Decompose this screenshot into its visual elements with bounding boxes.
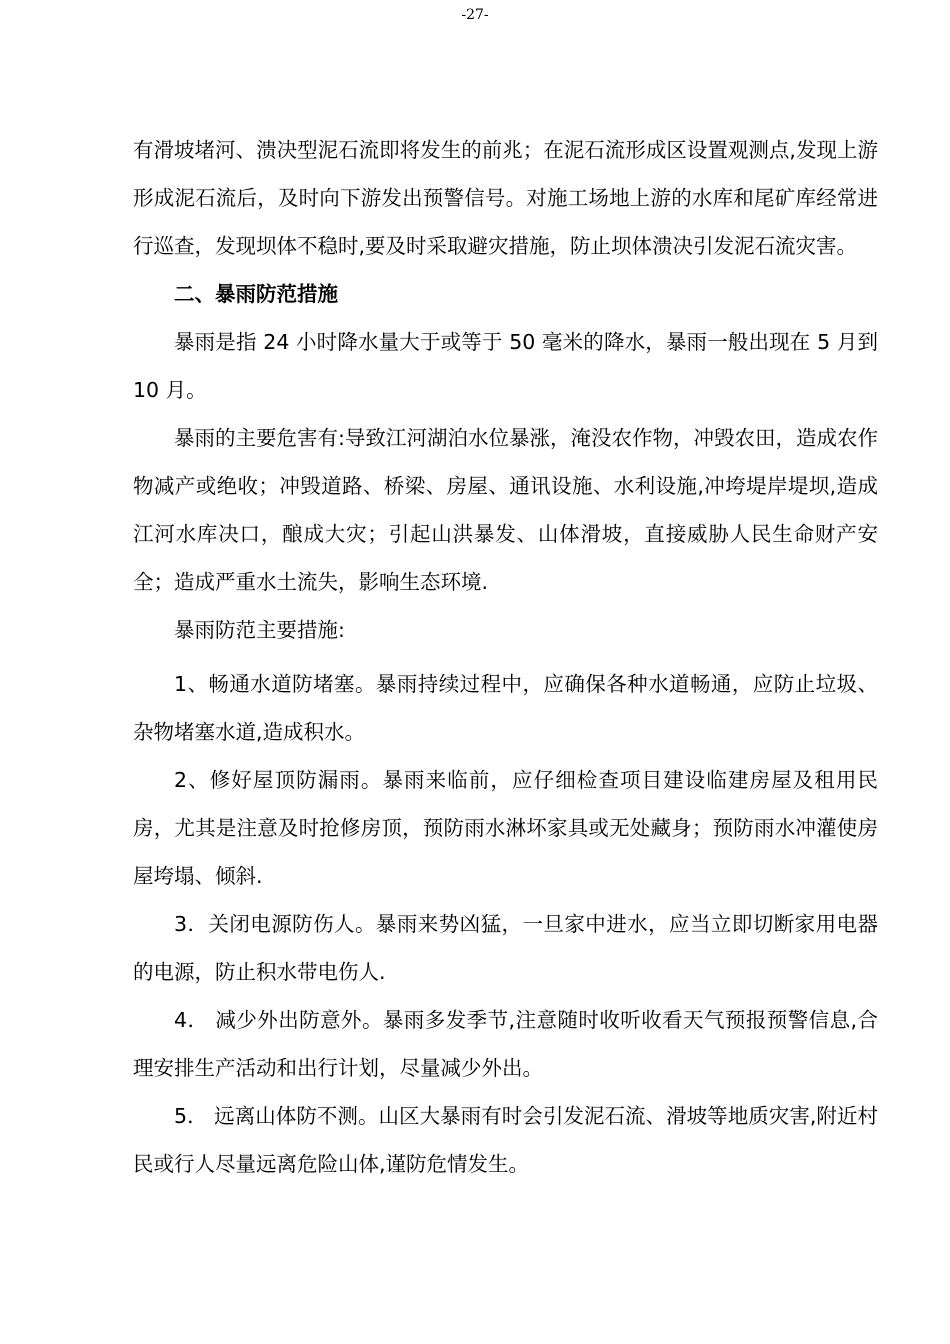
measure-item-2: 2、修好屋顶防漏雨。暴雨来临前，应仔细检查项目建设临建房屋及租用民房，尤其是注意及时抢修房顶，预防雨水淋坏家具或无处藏身；预防雨水冲灌使房屋垮塌、倾斜. [133,768,878,888]
section-heading-rainstorm: 二、暴雨防范措施 [174,282,338,306]
page-number: -27- [461,7,489,23]
paragraph-measures-intro: 暴雨防范主要措施: [174,618,345,642]
document-body [133,126,878,1188]
paragraph-rainstorm-hazards: 暴雨的主要危害有:导致江河湖泊水位暴涨，淹没农作物，冲毁农田，造成农作物减产或绝收；冲毁道路、桥梁、房屋、通讯设施、水利设施,冲垮堤岸堤坝,造成江河水库决口，酿成大灾；引起山洪暴发、山体滑坡，直接威胁人民生命财产安全；造成严重水土流失，影响生态环境. [133,426,878,594]
measure-item-3: 3．关闭电源防伤人。暴雨来势凶猛，一旦家中进水，应当立即切断家用电器的电源，防止积水带电伤人. [133,912,878,984]
paragraph-debris-flow-continued: 有滑坡堵河、溃决型泥石流即将发生的前兆；在泥石流形成区设置观测点,发现上游形成泥石流后，及时向下游发出预警信号。对施工场地上游的水库和尾矿库经常进行巡查，发现坝体不稳时,要及时采取避灾措施，防止坝体溃决引发泥石流灾害。 [133,138,878,258]
measure-item-1: 1、畅通水道防堵塞。暴雨持续过程中，应确保各种水道畅通，应防止垃圾、杂物堵塞水道,造成积水。 [133,672,878,744]
measure-item-4: 4． 减少外出防意外。暴雨多发季节,注意随时收听收看天气预报预警信息,合理安排生产活动和出行计划，尽量减少外出。 [133,1008,878,1080]
paragraph-rainstorm-definition: 暴雨是指 24 小时降水量大于或等于 50 毫米的降水，暴雨一般出现在 5 月到 10 月。 [133,330,878,402]
measure-item-5: 5． 远离山体防不测。山区大暴雨有时会引发泥石流、滑坡等地质灾害,附近村民或行人尽量远离危险山体,谨防危情发生。 [133,1104,878,1176]
